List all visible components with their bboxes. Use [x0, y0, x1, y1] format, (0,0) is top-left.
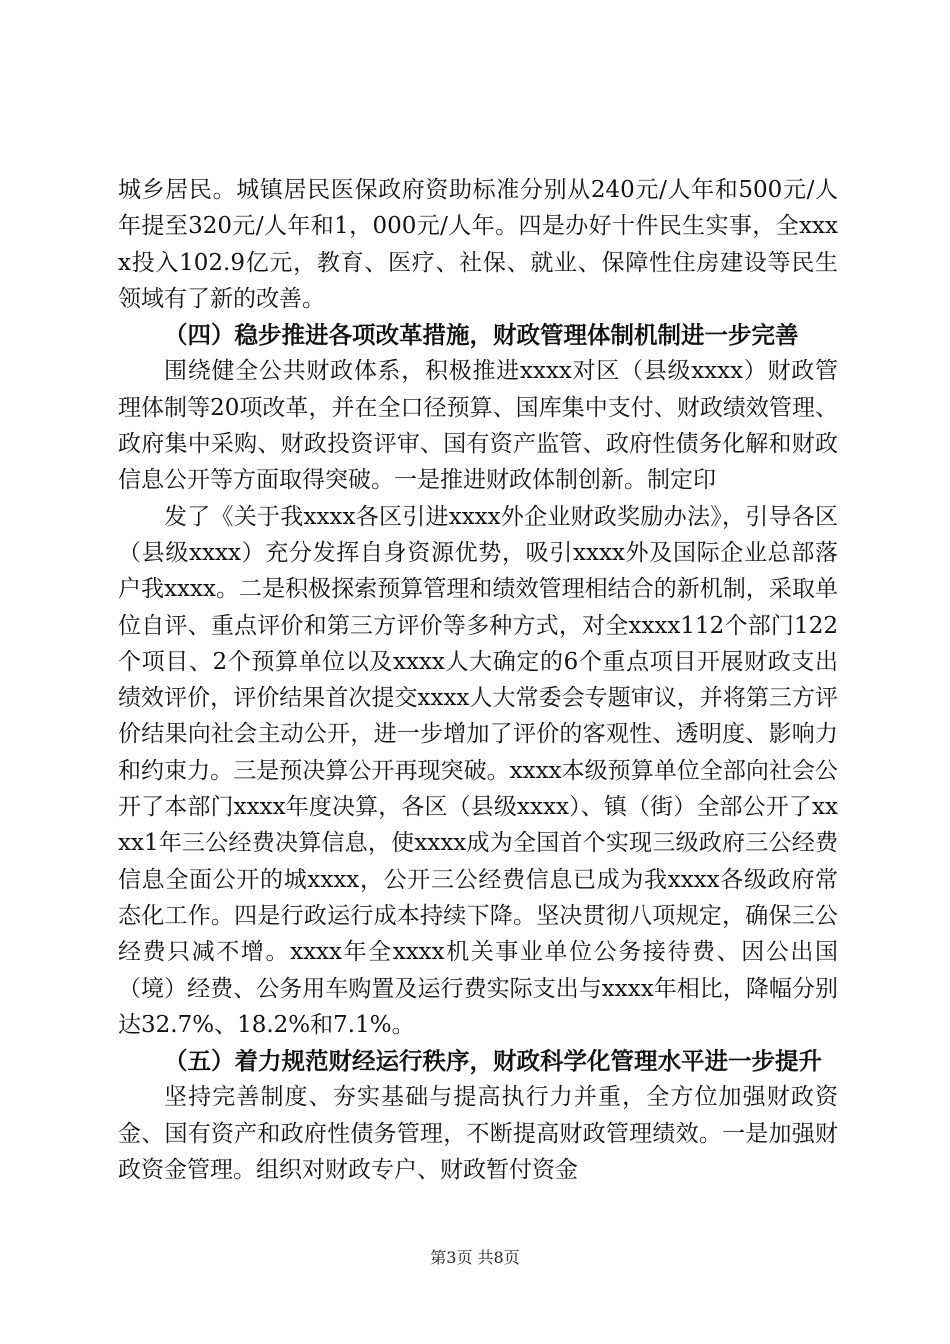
section-heading-4: （四）稳步推进各项改革措施，财政管理体制机制进一步完善	[164, 321, 799, 350]
paragraph-2: 围绕健全公共财政体系，积极推进xxxx对区（县级xxxx）财政管理体制等20项改革，并在全口径预算、国库集中支付、财政绩效管理、政府集中采购、财政投资评审、国有资产监管、政府性债务化解和财政信息公开等方面取得突破。一是推进财政体制创新。制定印	[118, 358, 838, 494]
paragraph-4: 坚持完善制度、夯实基础与提高执行力并重，全方位加强财政资金、国有资产和政府性债务管理，不断提高财政管理绩效。一是加强财政资金管理。组织对财政专户、财政暂付资金	[118, 1084, 838, 1184]
paragraph-3: 发了《关于我xxxx各区引进xxxx外企业财政奖励办法》，引导各区（县级xxxx）充分发挥自身资源优势，吸引xxxx外及国际企业总部落户我xxxx。二是积极探索预算管理和绩效管理相结合的新机制，采取单位自评、重点评价和第三方评价等多种方式，对全xxxx112个部门122个项目、2个预算单位以及xxxx人大确定的6个重点项目开展财政支出绩效评价，评价结果首次提交xxxx人大常委会专题审议，并将第三方评价结果向社会主动公开，进一步增加了评价的客观性、透明度、影响力和约束力。三是预决算公开再现突破。xxxx本级预算单位全部向社会公开了本部门xxxx年度决算，各区（县级xxxx）、镇（街）全部公开了xxxx1年三公经费决算信息，使xxxx成为全国首个实现三级政府三公经费信息全面公开的城xxxx，公开三公经费信息已成为我xxxx各级政府常态化工作。四是行政运行成本持续下降。坚决贯彻八项规定，确保三公经费只减不增。xxxx年全xxxx机关事业单位公务接待费、因公出国（境）经费、公务用车购置及运行费实际支出与xxxx年相比，降幅分别达32.7%、18.2%和7.1%。	[118, 503, 838, 1038]
section-heading-5: （五）着力规范财经运行秩序，财政科学化管理水平进一步提升	[164, 1047, 822, 1076]
page-footer: 第3页 共8页	[430, 1248, 520, 1267]
document-body	[118, 172, 838, 1188]
paragraph-1: 城乡居民。城镇居民医保政府资助标准分别从240元/人年和500元/人年提至320元/人年和1，000元/人年。四是办好十件民生实事，全xxxx投入102.9亿元，教育、医疗、社保、就业、保障性住房建设等民生领域有了新的改善。	[118, 177, 838, 312]
